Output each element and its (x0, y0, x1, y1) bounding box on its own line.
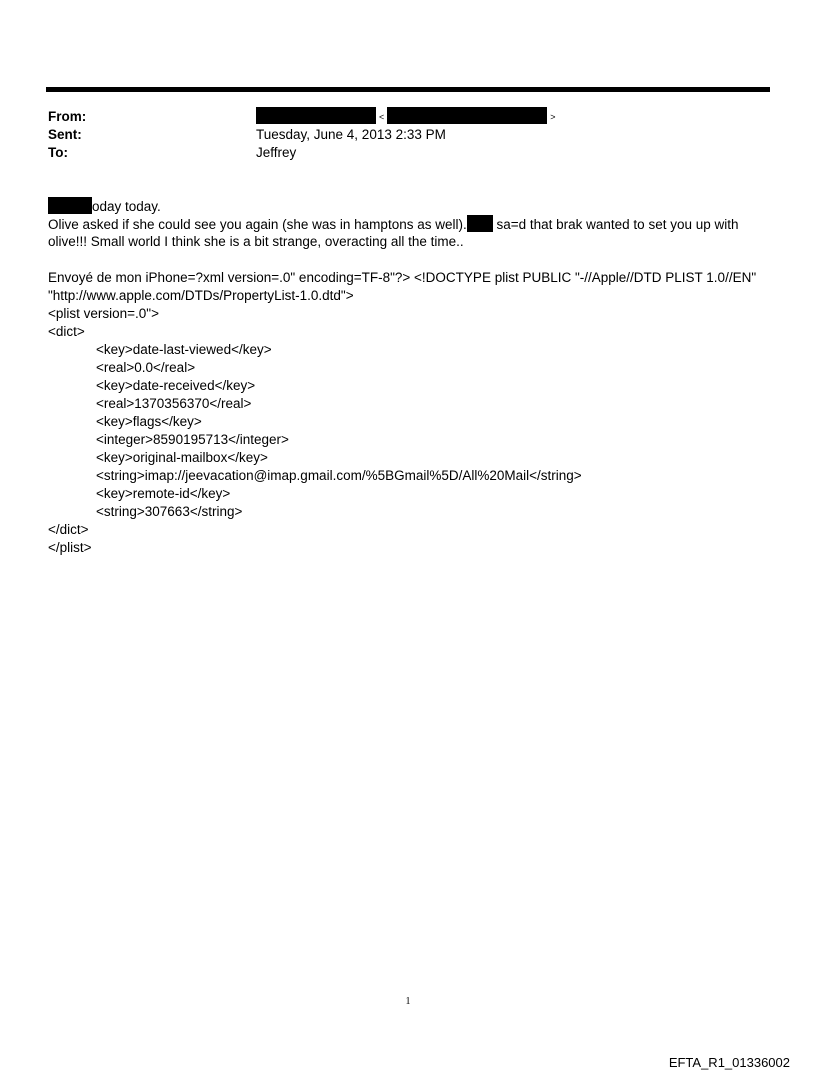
plist-line: <key>remote-id</key> (96, 486, 231, 501)
to-label: To: (48, 145, 68, 160)
document-id: EFTA_R1_01336002 (668, 1055, 790, 1070)
plist-line: <key>date-received</key> (96, 378, 256, 393)
redaction-block-sender-name (256, 107, 376, 124)
plist-line: <integer>8590195713</integer> (96, 432, 289, 447)
body-line-1 (48, 197, 768, 216)
from-label: From: (48, 109, 87, 124)
sent-value: Tuesday, June 4, 2013 2:33 PM (256, 127, 446, 142)
to-value: Jeffrey (256, 145, 297, 160)
redaction-block-body-2 (467, 215, 493, 232)
body-line-2-end: sa=d that brak wanted to set you up with (492, 217, 739, 232)
redaction-block-sender-email (387, 107, 547, 124)
body-line-2-start: Olive asked if she could see you again (she was in hamptons as well). (48, 217, 467, 232)
plist-line: <key>original-mailbox</key> (96, 450, 268, 465)
body-line-plist-close: </plist> (48, 540, 92, 555)
plist-line: <real>1370356370</real> (96, 396, 252, 411)
body-line-dict-close: </dict> (48, 522, 89, 537)
from-open-bracket: < (379, 112, 385, 122)
redaction-block-body-1 (48, 197, 92, 214)
body-line-2 (48, 215, 768, 234)
body-line-5: "http://www.apple.com/DTDs/PropertyList-1.0.dtd"> (48, 288, 354, 303)
header-rule (46, 87, 770, 92)
plist-line: <key>flags</key> (96, 414, 202, 429)
body-line-3: olive!!! Small world I think she is a bit strange, overacting all the time.. (48, 234, 464, 249)
body-line-4: Envoyé de mon iPhone=?xml version=.0" encoding=TF-8"?> <!DOCTYPE plist PUBLIC "-//Apple//DTD PLIST 1.0//EN" (48, 270, 757, 285)
plist-line: <string>imap://jeevacation@imap.gmail.com/%5BGmail%5D/All%20Mail</string> (96, 468, 582, 483)
body-line-7: <dict> (48, 324, 85, 339)
from-close-bracket: > (550, 112, 556, 122)
plist-line: <real>0.0</real> (96, 360, 196, 375)
sent-label: Sent: (48, 127, 82, 142)
from-value (256, 107, 559, 126)
body-line-1-text: oday today. (92, 199, 161, 214)
page-number: 1 (405, 996, 411, 1007)
plist-line: <string>307663</string> (96, 504, 243, 519)
plist-line: <key>date-last-viewed</key> (96, 342, 272, 357)
body-line-6: <plist version=.0"> (48, 306, 159, 321)
